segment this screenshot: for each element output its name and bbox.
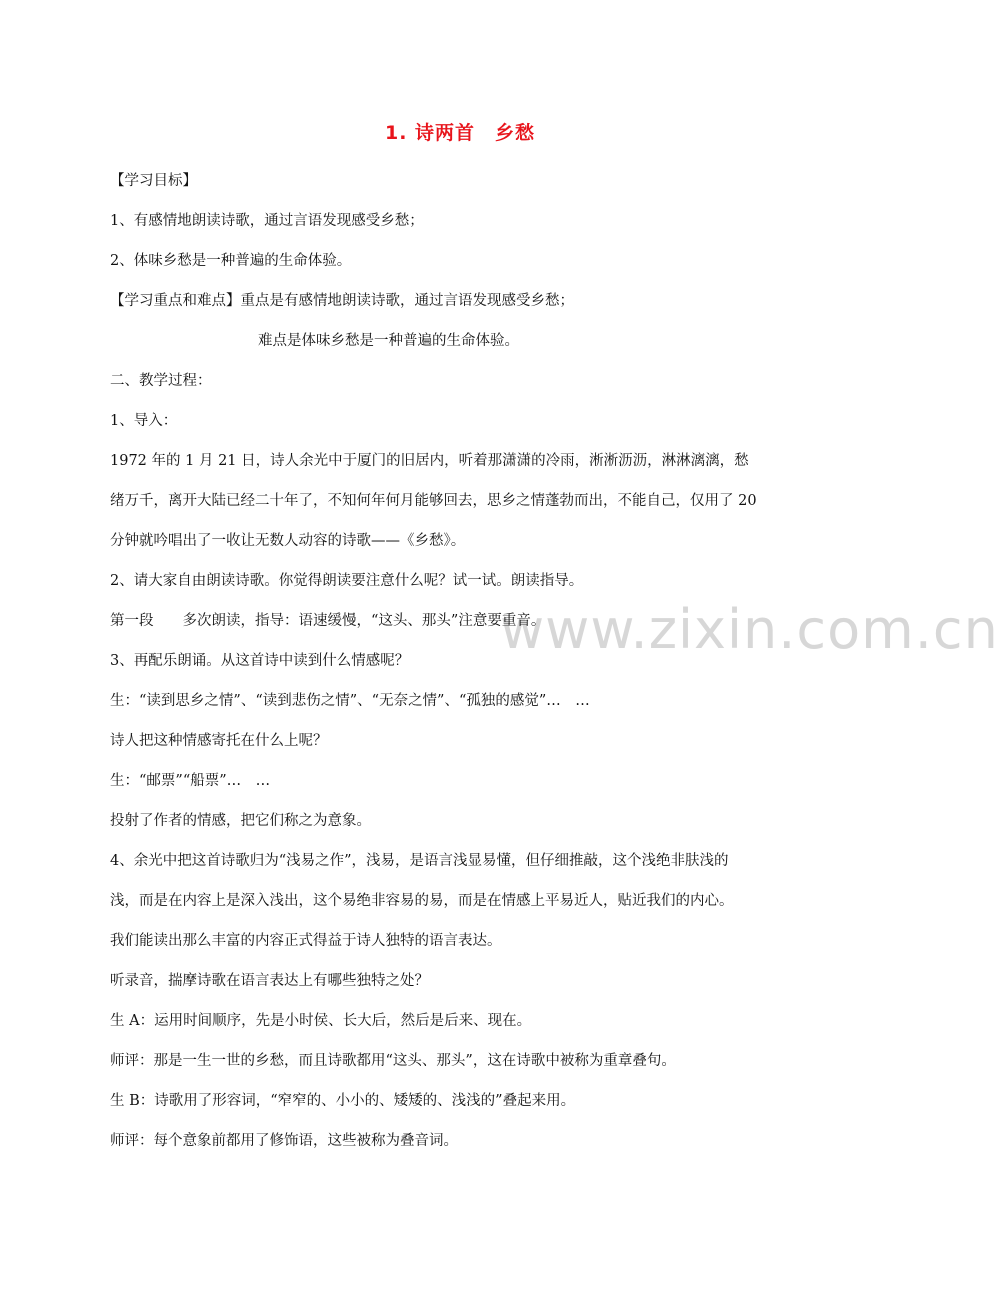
- question-line: 诗人把这种情感寄托在什么上呢？: [110, 733, 328, 749]
- paragraph-line: 分钟就吟唱出了一收让无数人动容的诗歌——《乡愁》。: [110, 533, 466, 549]
- section-heading-goals: 【学习目标】: [110, 173, 197, 189]
- paragraph-line: 浅，而是在内容上是深入浅出，这个易绝非容易的易，而是在情感上平易近人，贴近我们的内心。: [110, 893, 734, 909]
- goal-item-2: 2、体味乡愁是一种普遍的生命体验。: [110, 253, 352, 269]
- step-1-heading: 1、导入：: [110, 413, 178, 429]
- paragraph-line: 听录音，揣摩诗歌在语言表达上有哪些独特之处？: [110, 973, 429, 989]
- paragraph-line: 第一段 多次朗读，指导：语速缓慢，“这头、那头”注意要重音。: [110, 613, 546, 629]
- difficulty-line: 难点是体味乡愁是一种普遍的生命体验。: [258, 333, 519, 349]
- step-2-line: 2、请大家自由朗读诗歌。你觉得朗读要注意什么呢？试一试。朗读指导。: [110, 573, 584, 589]
- paragraph-line: 1972 年的 1 月 21 日，诗人余光中于厦门的旧居内，听着那潇潇的冷雨，淅淅沥沥，淋淋漓漓，愁: [110, 453, 749, 469]
- student-b-line: 生 B：诗歌用了形容词，“窄窄的、小小的、矮矮的、浅浅的”叠起来用。: [110, 1093, 576, 1109]
- teacher-comment-line: 师评：那是一生一世的乡愁，而且诗歌都用“这头、那头”，这在诗歌中被称为重章叠句。: [110, 1053, 676, 1069]
- step-3-line: 3、再配乐朗诵。从这首诗中读到什么情感呢？: [110, 653, 410, 669]
- teacher-comment-line: 师评：每个意象前都用了修饰语，这些被称为叠音词。: [110, 1133, 458, 1149]
- paragraph-line: 我们能读出那么丰富的内容正式得益于诗人独特的语言表达。: [110, 933, 502, 949]
- student-answer-line: 生：“邮票”“船票”… …: [110, 773, 271, 789]
- key-points-line: 【学习重点和难点】重点是有感情地朗读诗歌，通过言语发现感受乡愁；: [110, 293, 574, 309]
- step-4-line: 4、余光中把这首诗歌归为“浅易之作”，浅易，是语言浅显易懂，但仔细推敲，这个浅绝非肤浅的: [110, 853, 729, 869]
- paragraph-line: 投射了作者的情感，把它们称之为意象。: [110, 813, 371, 829]
- student-a-line: 生 A：运用时间顺序，先是小时侯、长大后，然后是后来、现在。: [110, 1013, 532, 1029]
- student-answer-line: 生：“读到思乡之情”、“读到悲伤之情”、“无奈之情”、“孤独的感觉”… …: [110, 693, 590, 709]
- watermark: www.zixin.com.cn: [500, 598, 999, 661]
- document-title: 1. 诗两首 乡愁: [384, 122, 536, 144]
- section-heading-process: 二、教学过程：: [110, 373, 212, 389]
- paragraph-line: 绪万千，离开大陆已经二十年了，不知何年何月能够回去，思乡之情蓬勃而出，不能自己，仅用了 20: [110, 493, 757, 509]
- goal-item-1: 1、有感情地朗读诗歌，通过言语发现感受乡愁；: [110, 213, 424, 229]
